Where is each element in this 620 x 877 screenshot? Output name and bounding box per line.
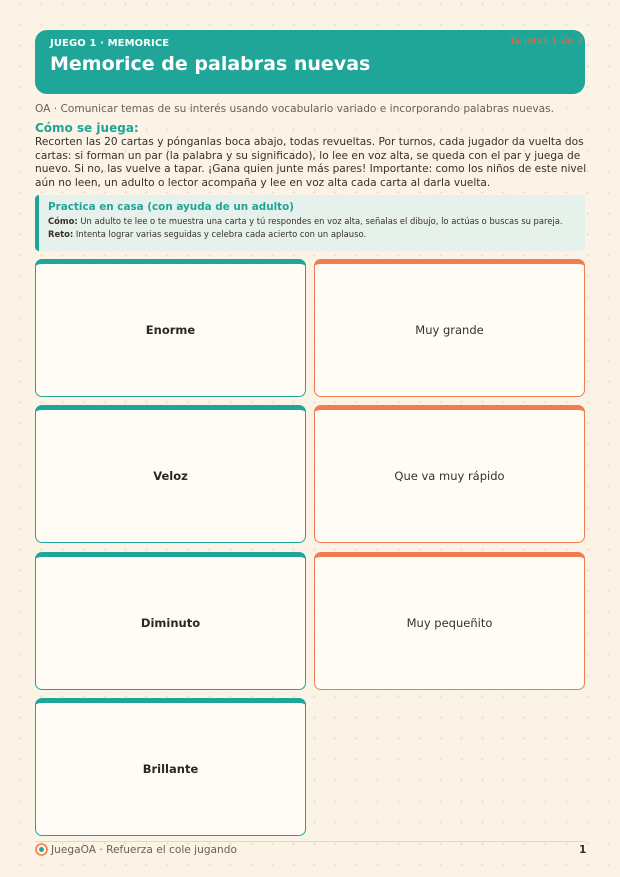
practice-how-text: Un adulto te lee o te muestra una carta y tú respondes en voz alta, señalas el dibujo, lo actúas o buscas su pareja. (80, 216, 563, 226)
card-meaning: Que va muy rápido (314, 405, 585, 543)
footer-brand: JuegaOA · Refuerza el cole jugando (51, 843, 237, 856)
card-meaning: Muy pequeñito (314, 552, 585, 690)
footer-divider (35, 841, 585, 842)
card-word: Diminuto (35, 552, 306, 690)
card-word: Brillante (35, 698, 306, 836)
practice-title: Practica en casa (con ayuda de un adulto) (48, 201, 295, 213)
header-banner (35, 30, 585, 94)
card-meaning: Muy grande (314, 259, 585, 397)
page-label: Tarjetas 1 de 3 (509, 36, 583, 47)
game-kicker: JUEGO 1 · MEMORICE (50, 38, 170, 49)
how-to-play-heading: Cómo se juega: (35, 121, 139, 135)
page-number: 1 (579, 844, 587, 856)
practice-how-label: Cómo: (48, 216, 78, 226)
page-title: Memorice de palabras nuevas (50, 53, 371, 75)
practice-challenge-line (48, 229, 585, 239)
brand-logo-icon (35, 843, 48, 856)
card-word: Enorme (35, 259, 306, 397)
practice-challenge-label: Reto: (48, 229, 74, 239)
practice-how-line (48, 216, 585, 226)
card-word: Veloz (35, 405, 306, 543)
learning-objective: OA · Comunicar temas de su interés usando vocabulario variado e incorporando palabras nuevas. (35, 103, 555, 115)
practice-challenge-text: Intenta lograr varias seguidas y celebra cada acierto con un aplauso. (75, 229, 367, 239)
footer (35, 843, 237, 856)
instructions-text: Recorten las 20 cartas y pónganlas boca abajo, todas revueltas. Por turnos, cada jugador da vuelta dos cartas: si forman un par (la palabra y su significado), lo lee en voz alta, se queda con el par y juega de nuevo. Si no, las vuelve a tapar. ¡Gana quien junte más pares! Importante: como los niños de este nivel aún no leen, un adulto o lector acompaña y lee en voz alta cada carta al darla vuelta. (35, 136, 587, 189)
practice-box (35, 195, 585, 251)
